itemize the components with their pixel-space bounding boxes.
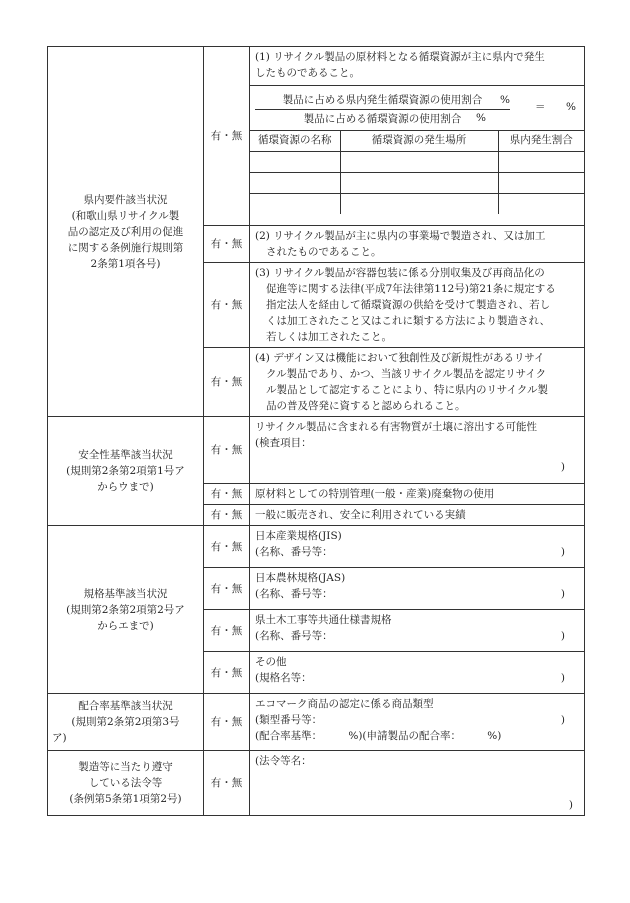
yes-no-selector-safety-3[interactable]: 有・無 [204,505,250,526]
yes-no-selector-safety-1[interactable]: 有・無 [204,417,250,484]
resource-table [250,131,584,214]
yes-no-selector-jas[interactable]: 有・無 [204,568,250,610]
in-prefecture-ratio-header: 県内発生割合 [498,131,584,152]
yes-no-selector-other[interactable]: 有・無 [204,652,250,694]
resource-name-header: 循環資源の名称 [250,131,340,152]
safety-record-item: 一般に販売され、安全に利用されている実績 [250,505,585,526]
table-cell[interactable] [498,152,584,173]
eco-mark-item: エコマーク商品の認定に係る商品類型 (類型番号等： ) (配合率基準： %)(申請製品の配合率： %) [250,694,585,751]
yes-no-selector-mix[interactable]: 有・無 [204,694,250,751]
yes-no-selector-safety-2[interactable]: 有・無 [204,484,250,505]
law-name-item: (法令等名： ) [250,751,585,816]
yes-no-selector-law[interactable]: 有・無 [204,751,250,816]
yes-no-selector-jis[interactable]: 有・無 [204,526,250,568]
yes-no-selector-c4[interactable]: 有・無 [204,348,250,417]
other-standard-item: その他 (規格名等： ) [250,652,585,694]
criterion-4: (4) デザイン又は機能において独創性及び新規性があるリサイ クル製品であり、かつ、当該リサイクル製品を認定リサイク ル製品として認定することにより、特に県内のリサイクル製 品の普及啓発に資すると認められること。 [250,348,585,417]
table-cell[interactable] [340,194,498,215]
jas-item: 日本農林規格(JAS) (名称、番号等： ) [250,568,585,610]
table-cell[interactable] [250,194,340,215]
criterion-2: (2) リサイクル製品が主に県内の事業場で製造され、又は加工 されたものであること。 [250,226,585,263]
safety-waste-item: 原材料としての特別管理(一般・産業)廃棄物の使用 [250,484,585,505]
standards-heading: 規格基準該当状況 (規則第2条第2項第2号ア からエまで) [48,526,204,694]
criterion-1: (1) リサイクル製品の原材料となる循環資源が主に県内で発生 したものであること。 製品に占める県内発生循環資源の使用割合 製品に占める循環資源の使用割合 % % ＝ % 循環資源の名称 循環資源の発生場所 県内発生割合 [250,47,585,226]
jis-item: 日本産業規格(JIS) (名称、番号等： ) [250,526,585,568]
table-cell[interactable] [250,152,340,173]
resource-origin-header: 循環資源の発生場所 [340,131,498,152]
table-cell[interactable] [498,173,584,194]
table-cell[interactable] [250,173,340,194]
prefecture-requirement-heading: 県内要件該当状況 (和歌山県リサイクル製 品の認定及び利用の促進 に関する条例施行規則第 2条第1項各号) [48,47,204,417]
law-compliance-heading: 製造等に当たり遵守 している法令等 (条例第5条第1項第2号) [48,751,204,816]
criterion-3: (3) リサイクル製品が容器包装に係る分別収集及び再商品化の 促進等に関する法律(平成7年法律第112号)第21条に規定する 指定法人を経由して循環資源の供給を受けて製造され、若し くは加工されたこと又はこれに類する方法により製造され、 若しくは加工されたこと。 [250,263,585,348]
certification-form [47,46,585,816]
civil-works-item: 県土木工事等共通仕様書規格 (名称、番号等： ) [250,610,585,652]
yes-no-selector-c1[interactable]: 有・無 [204,47,250,226]
safety-hazard-item: リサイクル製品に含まれる有害物質が土壌に溶出する可能性 (検査項目： ) [250,417,585,484]
mix-ratio-heading: 配合率基準該当状況 (規則第2条第2項第3号 ア) [48,694,204,751]
table-cell[interactable] [498,194,584,215]
yes-no-selector-c3[interactable]: 有・無 [204,263,250,348]
safety-standard-heading: 安全性基準該当状況 (規則第2条第2項第1号ア からウまで) [48,417,204,526]
table-cell[interactable] [340,173,498,194]
yes-no-selector-civil[interactable]: 有・無 [204,610,250,652]
table-cell[interactable] [340,152,498,173]
ratio-formula: 製品に占める県内発生循環資源の使用割合 製品に占める循環資源の使用割合 % % ＝ % [250,86,584,131]
yes-no-selector-c2[interactable]: 有・無 [204,226,250,263]
